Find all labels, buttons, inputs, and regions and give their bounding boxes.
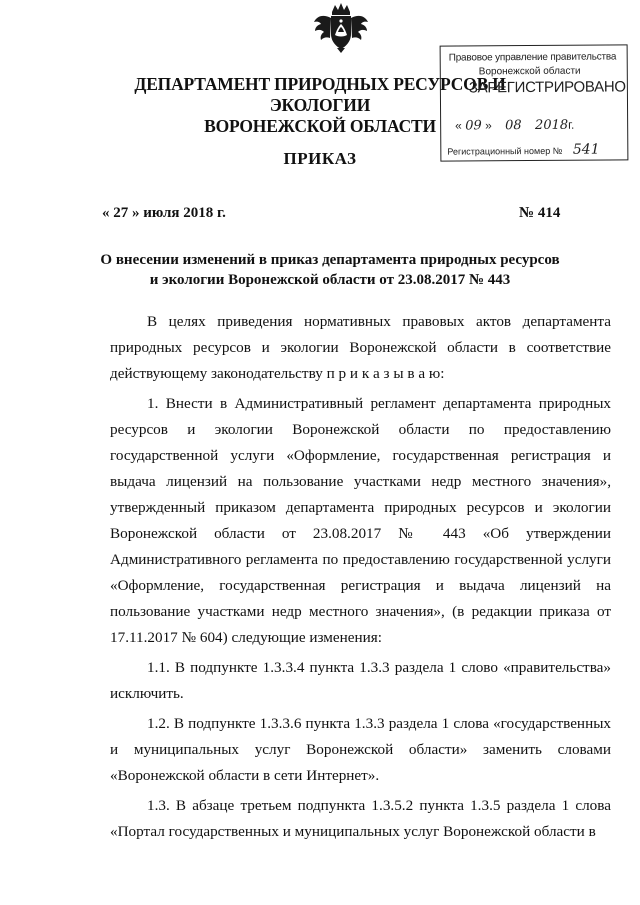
stamp-date: « 09 » 08 2018г.: [455, 117, 575, 134]
department-line-1: ДЕПАРТАМЕНТ ПРИРОДНЫХ РЕСУРСОВ И ЭКОЛОГИИ: [134, 74, 506, 115]
stamp-reg-label: Регистрационный номер №: [447, 145, 563, 157]
registration-stamp: [440, 44, 629, 161]
order-date: « 27 » июля 2018 г.: [102, 205, 226, 221]
stamp-registered: ЗАРЕГИСТРИРОВАНО: [468, 78, 626, 97]
paragraph-preamble: В целях приведения нормативных правовых актов департамента природных ресурсов и экологии Воронежской области в соответствие действующему законодательству п р и к а з ы в а ю:: [110, 313, 611, 382]
voronezh-coat-of-arms-icon: [311, 2, 371, 54]
subject-line-2: и экологии Воронежской области от 23.08.2017 № 443: [149, 272, 511, 288]
stamp-authority: Правовое управление правительства: [448, 51, 617, 64]
order-title: ПРИКАЗ: [283, 149, 357, 168]
department-line-2: ВОРОНЕЖСКОЙ ОБЛАСТИ: [204, 116, 436, 136]
stamp-date-day: 09: [465, 118, 482, 134]
stamp-region: Воронежской области: [478, 65, 581, 78]
stamp-date-year: 2018: [534, 117, 569, 133]
order-number: № 414: [519, 205, 561, 221]
paragraph-item-1: 1. Внести в Административный регламент департамента природных ресурсов и экологии Воронежской области по предоставлению государственной услуги «Оформление, государственная регистрация и выдача лицензий на пользование участками недр местного значения», утвержденный приказом департамента природных ресурсов и экологии Воронежской области от 23.08.2017 № 443 «Об утверждении Административного регламента по предоставлению государственной услуги «Оформление, государственная регистрация и выдача лицензий на пользование участками недр местного значения», (в редакции приказа от 17.11.2017 № 604) следующие изменения:: [110, 395, 611, 646]
paragraph-item-1-3: 1.3. В абзаце третьем подпункта 1.3.5.2 пункта 1.3.5 раздела 1 слова «Портал государственных и муниципальных услуг Воронежской области в: [110, 797, 611, 840]
order-body: [110, 309, 611, 845]
stamp-reg-value: 541: [572, 141, 600, 158]
subject-line-1: О внесении изменений в приказ департамента природных ресурсов: [100, 252, 560, 268]
order-subject: [100, 250, 560, 290]
stamp-date-month: 08: [505, 118, 522, 134]
paragraph-item-1-2: 1.2. В подпункте 1.3.3.6 пункта 1.3.3 раздела 1 слова «государственных и муниципальных услуг Воронежской области» заменить словами «Воронежской области в сети Интернет».: [110, 715, 611, 784]
paragraph-item-1-1: 1.1. В подпункте 1.3.3.4 пункта 1.3.3 раздела 1 слово «правительства» исключить.: [110, 659, 611, 702]
